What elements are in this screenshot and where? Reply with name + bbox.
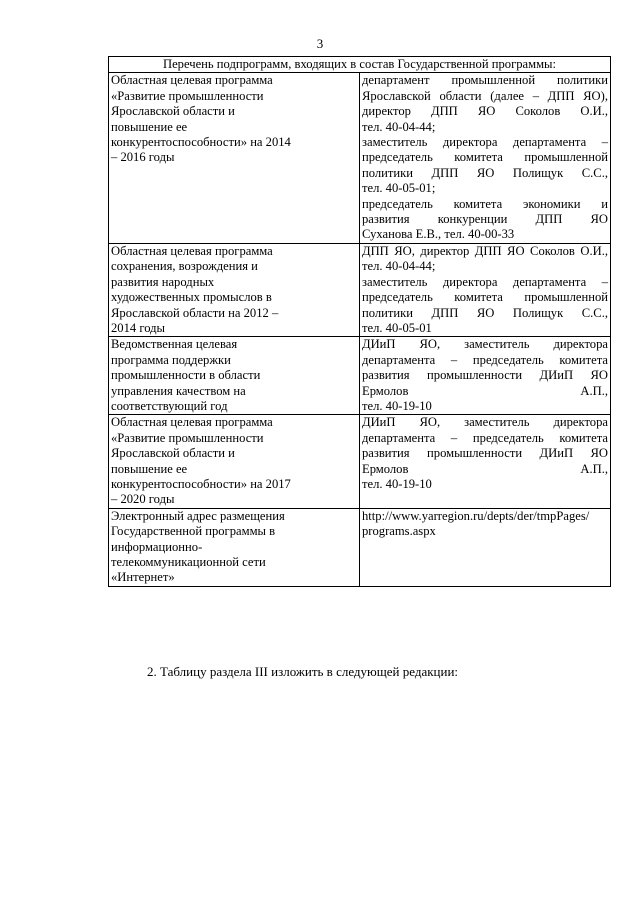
subprograms-table (108, 56, 611, 587)
text-line: Ярославской области на 2012 – (111, 305, 279, 320)
text-line: тел. 40-05-01; (362, 181, 436, 196)
text-line: развития промышленности ДИиП ЯО (362, 446, 608, 461)
text-line: политики ДПП ЯО Полищук С.С., (362, 165, 608, 180)
text-line: Ермолов А.П., (362, 383, 608, 398)
text-line: развития народных (111, 274, 215, 289)
text-line: программа поддержки (111, 352, 231, 367)
page-number: 3 (316, 36, 324, 51)
responsible-cell (360, 415, 611, 508)
program-name-cell (109, 415, 360, 508)
text-line: 2014 годы (111, 320, 165, 335)
text-line: тел. 40-19-10 (362, 398, 432, 413)
program-name-cell (109, 73, 360, 243)
text-line: конкурентоспособности» на 2017 (111, 476, 291, 491)
text-line: председатель комитета экономики и (362, 196, 608, 211)
text-line: соответствующий год (111, 398, 228, 413)
program-name-cell (109, 243, 360, 336)
text-line: Государственной программы в (111, 524, 276, 539)
website-link[interactable]: programs.aspx (362, 524, 436, 539)
text-line: Областная целевая программа (111, 73, 273, 88)
table-row (109, 243, 611, 336)
text-line: сохранения, возрождения и (111, 259, 258, 274)
text-line: тел. 40-05-01 (362, 320, 432, 335)
website-link[interactable]: http://www.yarregion.ru/depts/der/tmpPages/ (362, 508, 590, 523)
program-name-cell (109, 337, 360, 415)
responsible-cell (360, 243, 611, 336)
table-header-cell: Перечень подпрограмм, входящих в состав Государственной программы: (109, 57, 611, 73)
text-line: тел. 40-04-44; (362, 119, 436, 134)
responsible-cell (360, 508, 611, 586)
text-line: «Интернет» (111, 570, 175, 585)
text-line: директор ДПП ЯО Соколов О.И., (362, 104, 608, 119)
text-line: Областная целевая программа (111, 415, 273, 430)
text-line: департамента – председатель комитета (362, 352, 608, 367)
paragraph: 2. Таблицу раздела III изложить в следующей редакции: (147, 664, 459, 679)
text-line: развития конкуренции ДПП ЯО (362, 212, 608, 227)
text-line: Ярославской области (далее – ДПП ЯО), (362, 88, 608, 103)
table-row (109, 415, 611, 508)
text-line: ДИиП ЯО, заместитель директора (362, 415, 608, 430)
table-row (109, 508, 611, 586)
text-line: заместитель директора департамента – (362, 274, 608, 289)
text-line: тел. 40-19-10 (362, 476, 432, 491)
table-header-row (109, 57, 611, 73)
text-line: политики ДПП ЯО Полищук С.С., (362, 305, 608, 320)
text-line: Ярославской области и (111, 446, 235, 461)
text-line: «Развитие промышленности (111, 88, 264, 103)
text-line: председатель комитета промышленной (362, 290, 608, 305)
program-name-cell (109, 508, 360, 586)
text-line: художественных промыслов в (111, 290, 272, 305)
text-line: ДПП ЯО, директор ДПП ЯО Соколов О.И., (362, 243, 608, 258)
text-line: Ярославской области и (111, 104, 235, 119)
text-line: департамента – председатель комитета (362, 430, 608, 445)
text-line: промышленности в области (111, 368, 261, 383)
text-line: Ермолов А.П., (362, 461, 608, 476)
table-row (109, 337, 611, 415)
text-line: Ведомственная целевая (111, 337, 238, 352)
text-line: конкурентоспособности» на 2014 (111, 135, 291, 150)
text-line: департамент промышленной политики (362, 73, 608, 88)
text-line: повышение ее (111, 119, 188, 134)
text-line: заместитель директора департамента – (362, 135, 608, 150)
text-line: ДИиП ЯО, заместитель директора (362, 337, 608, 352)
text-line: Электронный адрес размещения (111, 508, 285, 523)
text-line: – 2016 годы (111, 150, 175, 165)
text-line: Суханова Е.В., тел. 40-00-33 (362, 227, 515, 242)
text-line: Областная целевая программа (111, 243, 273, 258)
text-line: – 2020 годы (111, 492, 175, 507)
table-row (109, 73, 611, 243)
responsible-cell (360, 337, 611, 415)
text-line: председатель комитета промышленной (362, 150, 608, 165)
text-line: тел. 40-04-44; (362, 259, 436, 274)
text-line: информационно- (111, 539, 203, 554)
responsible-cell (360, 73, 611, 243)
text-line: управления качеством на (111, 383, 246, 398)
text-line: повышение ее (111, 461, 188, 476)
text-line: развития промышленности ДИиП ЯО (362, 368, 608, 383)
text-line: «Развитие промышленности (111, 430, 264, 445)
text-line: телекоммуникационной сети (111, 555, 266, 569)
